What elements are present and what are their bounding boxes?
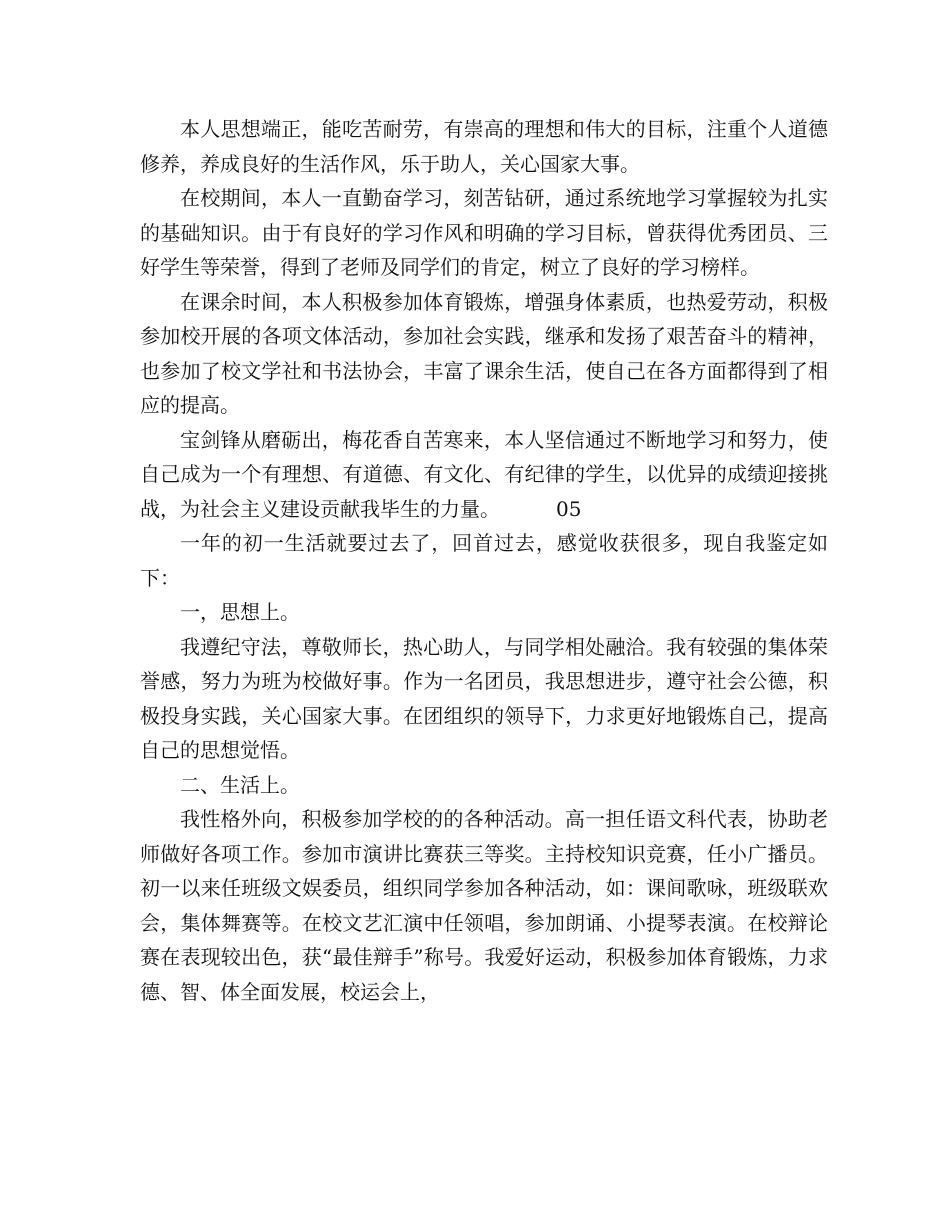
inline-number: 05 [556,496,582,521]
paragraph-5: 一年的初一生活就要过去了，回首过去，感觉收获很多，现自我鉴定如下： [140,531,828,590]
section-heading-thought: 一，思想上。 [180,600,300,624]
paragraph-7: 我性格外向，积极参加学校的的各种活动。高一担任语文科代表，协助老师做好各项工作。参加市演讲比赛获三等奖。主持校知识竞赛，任小广播员。初一以来任班级文娱委员，组织同学参加各种活动，如：课间歌咏，班级联欢会，集体舞赛等。在校文艺汇演中任领唱，参加朗诵、小提琴表演。在校辩论赛在表现较出色，获“最佳辩手”称号。我爱好运动，积极参加体育锻炼，力求德、智、体全面发展，校运会上， [140,807,828,1004]
document-body [140,112,828,1009]
paragraph-1: 本人思想端正，能吃苦耐劳，有崇高的理想和伟大的目标，注重个人道德修养，养成良好的生活作风，乐于助人，关心国家大事。 [140,117,828,176]
paragraph-6: 我遵纪守法，尊敬师长，热心助人，与同学相处融洽。我有较强的集体荣誉感，努力为班为校做好事。作为一名团员，我思想进步，遵守社会公德，积极投身实践，关心国家大事。在团组织的领导下，力求更好地锻炼自己，提高自己的思想觉悟。 [140,634,828,762]
paragraph-4 [140,423,828,527]
paragraph-4-text: 宝剑锋从磨砺出，梅花香自苦寒来，本人坚信通过不断地学习和努力，使自己成为一个有理想、有道德、有文化、有纪律的学生，以优异的成绩迎接挑战，为社会主义建设贡献我毕生的力量。 [140,427,828,521]
paragraph-2: 在校期间，本人一直勤奋学习，刻苦钻研，通过系统地学习掌握较为扎实的基础知识。由于有良好的学习作风和明确的学习目标，曾获得优秀团员、三好学生等荣誉，得到了老师及同学们的肯定，树立了良好的学习榜样。 [140,186,828,279]
section-heading-life: 二、生活上。 [180,772,300,797]
paragraph-3: 在课余时间，本人积极参加体育锻炼，增强身体素质，也热爱劳动，积极参加校开展的各项文体活动，参加社会实践，继承和发扬了艰苦奋斗的精神，也参加了校文学社和书法协会，丰富了课余生活，使自己在各方面都得到了相应的提高。 [140,289,828,417]
